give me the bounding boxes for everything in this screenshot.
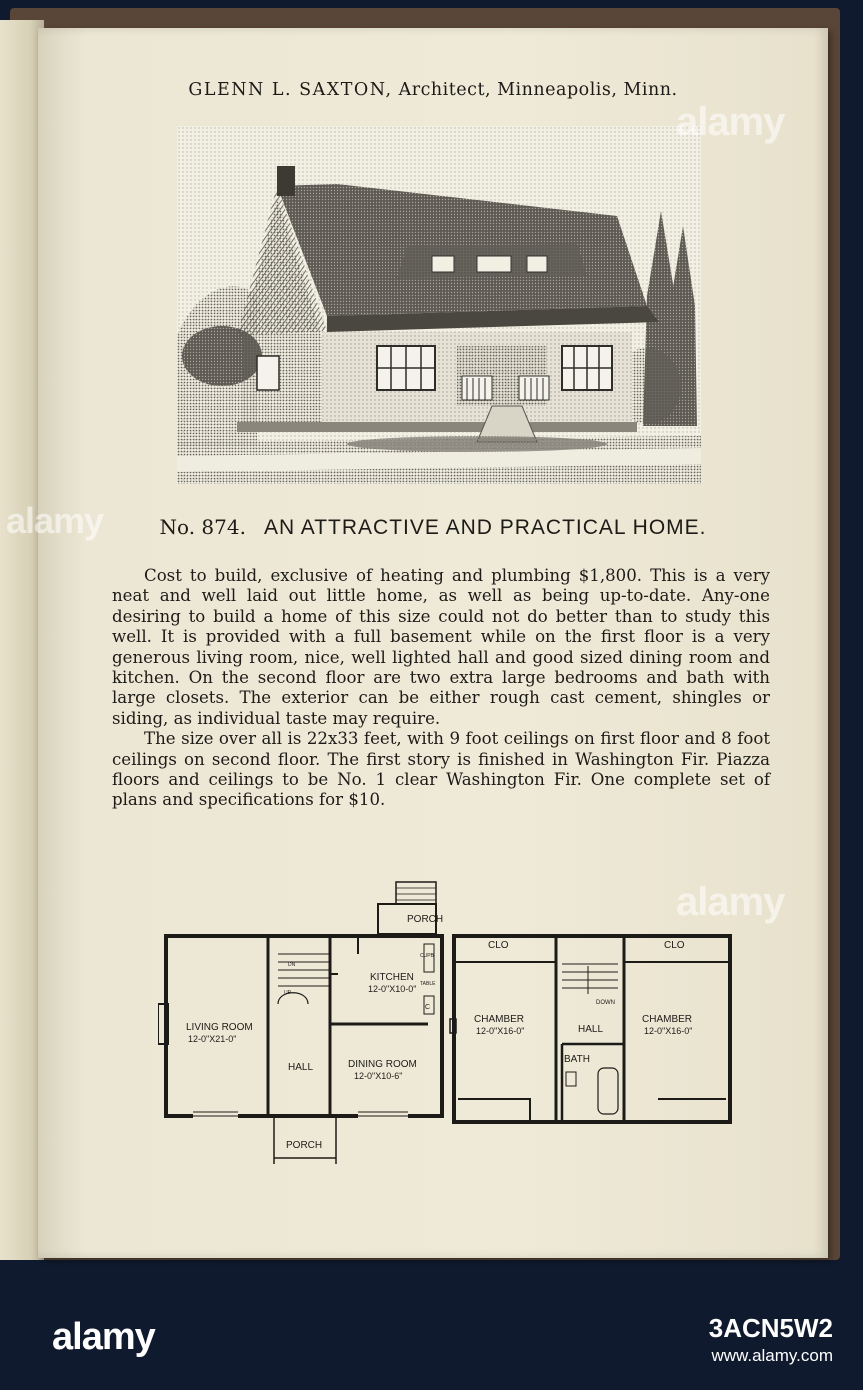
label-chamber-left: CHAMBER [474, 1014, 525, 1025]
label-chamber-left-size: 12-0"X16-0" [476, 1026, 525, 1036]
architect-location: Architect, Minneapolis, Minn. [392, 80, 678, 100]
label-dn: DN [288, 962, 296, 968]
floor-plans [158, 854, 733, 1164]
watermark-1: alamy [676, 100, 785, 144]
footer-logo: alamy [52, 1316, 155, 1358]
plan-number: No. 874. [159, 515, 246, 539]
footer-image-info [709, 1314, 833, 1370]
label-c: C [425, 1004, 431, 1011]
label-living-room: LIVING ROOM [186, 1022, 253, 1033]
label-hall-2: HALL [578, 1024, 604, 1035]
label-living-size: 12-0"X21-0" [188, 1034, 237, 1044]
label-chamber-right: CHAMBER [642, 1014, 693, 1025]
label-porch-front: PORCH [286, 1140, 323, 1151]
image-id: 3ACN5W2 [708, 1313, 833, 1343]
plan-name: AN ATTRACTIVE AND PRACTICAL HOME. [263, 516, 707, 539]
label-table: TABLE [420, 981, 436, 987]
label-dining-size: 12-0"X10-6" [354, 1071, 403, 1081]
label-porch-rear: PORCH [407, 914, 444, 925]
description-paragraph-2: The size over all is 22x33 feet, with 9 foot ceilings on first floor and 8 foot ceilings on second floor. The first story is finished in Washington Fir. Piazza floors and ceilings to be No. 1 clear Washington Fir. One complete set of plans and specifications for $10. [112, 729, 770, 810]
stock-footer [0, 1300, 863, 1390]
architect-name: GLENN L. SAXTON, [188, 80, 393, 100]
house-illustration [177, 126, 701, 484]
house-drawing [177, 126, 701, 484]
book-page [38, 28, 828, 1258]
label-chamber-right-size: 12-0"X16-0" [644, 1026, 693, 1036]
description [112, 566, 770, 811]
second-floor-labels [474, 940, 692, 1065]
plan-title [38, 515, 828, 540]
label-bath: BATH [564, 1054, 590, 1065]
label-clo-left: CLO [488, 940, 509, 951]
floor-plan-drawing [158, 854, 733, 1164]
watermark-3: alamy [6, 500, 104, 541]
label-hall: HALL [288, 1062, 314, 1073]
label-down: DOWN [596, 1000, 615, 1006]
label-up: UP [284, 990, 291, 996]
label-kitchen: KITCHEN [370, 972, 414, 983]
description-paragraph-1: Cost to build, exclusive of heating and plumbing $1,800. This is a very neat and well laid out little home, as well as being up-to-date. Any-one desiring to build a home of this size could not do better than to study this well. It is provided with a full basement while on the first floor is a very generous living room, nice, well lighted hall and good sized dining room and kitchen. On the second floor are two extra large bedrooms and bath with large closets. The exterior can be either rough cast cement, shingles or siding, as individual taste may require. [112, 566, 770, 728]
label-dining-room: DINING ROOM [348, 1059, 417, 1070]
label-kitchen-size: 12-0"X10-0" [368, 984, 417, 994]
label-clo-right: CLO [664, 940, 685, 951]
watermark-2: alamy [676, 880, 785, 924]
site-url: www.alamy.com [711, 1346, 833, 1365]
label-cupb: CUPB [420, 953, 434, 959]
page-header [38, 80, 828, 100]
